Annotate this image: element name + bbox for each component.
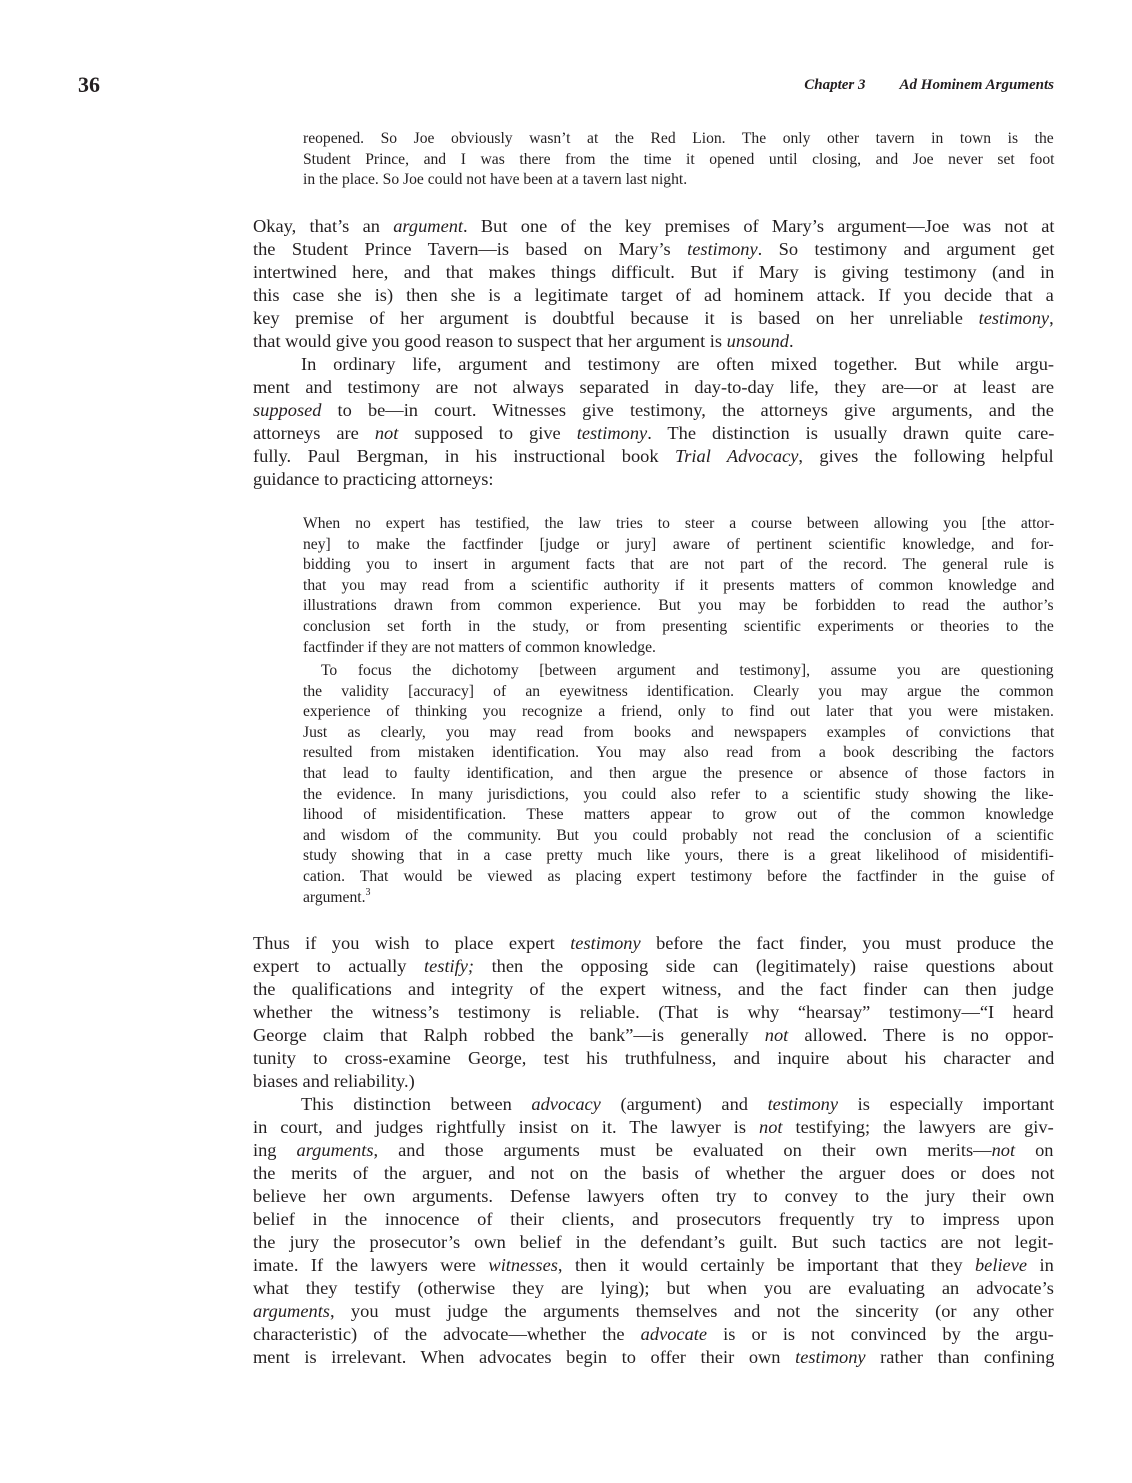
text-run: imate. If the lawyers were [253, 1255, 489, 1275]
text-line [303, 555, 1054, 576]
emphasis: not [374, 423, 399, 443]
text-run: that lead to faulty identification, and then argue the presence or absence of those factors in [303, 764, 1055, 782]
text-run: To focus the dichotomy [between argument and testimony], assume you are questioning [321, 662, 1054, 679]
text-run: believe her own arguments. Defense lawyers often try to convey to the jury their own [253, 1186, 1055, 1206]
emphasis: argument [393, 216, 464, 236]
text-line [303, 596, 1054, 617]
text-line [303, 170, 1054, 191]
chapter-label: Chapter 3 [804, 77, 866, 93]
text-line [253, 353, 1054, 376]
emphasis: witnesses [488, 1255, 558, 1275]
text-line [303, 702, 1054, 723]
block-quote-mary [303, 129, 1054, 191]
emphasis: advocacy [531, 1094, 601, 1114]
emphasis: not [991, 1140, 1016, 1160]
text-run: on [1015, 1140, 1054, 1160]
text-run: before the fact finder, you must produce the [640, 933, 1054, 953]
text-run: . But one of the key premises of Mary’s argument—Joe was not at [463, 216, 1055, 236]
text-run: reopened. So Joe obviously wasn’t at the Red Lion. The only other tavern in town is the [303, 130, 1054, 147]
text-run: is or is not convinced by the argu- [707, 1324, 1054, 1344]
text-line [303, 150, 1054, 171]
text-line [253, 261, 1054, 284]
emphasis: arguments [296, 1140, 374, 1160]
text-run: biases and reliability.) [253, 1071, 415, 1091]
text-line [253, 1277, 1054, 1300]
text-run: this case she is) then she is a legitimate target of ad hominem attack. If you decide that a [253, 285, 1054, 305]
text-run: (argument) and [600, 1094, 768, 1114]
text-line [253, 955, 1054, 978]
block-quote-bergman-1 [303, 514, 1054, 658]
emphasis: arguments [253, 1301, 330, 1321]
text-run: and wisdom of the community. But you could probably not read the conclusion of a scientific [303, 826, 1054, 844]
text-line [253, 284, 1054, 307]
text-run: the Student Prince Tavern—is based on Mary’s [253, 239, 688, 259]
text-run: study showing that in a case pretty much like yours, there is a great likelihood of misidentifi- [303, 847, 1054, 865]
text-run: to be—in court. Witnesses give testimony, the attorneys give arguments, and the [321, 400, 1054, 420]
text-line [253, 1001, 1054, 1024]
text-run: . The distinction is usually drawn quite care- [647, 423, 1055, 443]
text-line [253, 307, 1054, 330]
text-run: Thus if you wish to place expert [253, 933, 571, 953]
chapter-title: Ad Hominem Arguments [899, 77, 1054, 93]
text-run: the merits of the arguer, and not on the basis of whether the arguer does or does not [253, 1163, 1055, 1183]
text-line [303, 617, 1054, 638]
paragraph-distinction [253, 1093, 1054, 1369]
text-line [303, 535, 1054, 556]
text-line [303, 129, 1054, 150]
emphasis: not [764, 1025, 789, 1045]
text-line [303, 514, 1054, 535]
emphasis: testimony [576, 423, 648, 443]
text-run: This distinction between [301, 1094, 532, 1114]
text-run: lihood of misidentification. These matters appear to grow out of the common knowledge [303, 806, 1054, 824]
emphasis: testify; [424, 956, 475, 976]
text-run: ment and testimony are not always separated in day-to-day life, they are—or at least are [253, 377, 1054, 397]
text-line [253, 1139, 1054, 1162]
emphasis: testimony [570, 933, 641, 953]
text-line [253, 1323, 1054, 1346]
text-run: then the opposing side can (legitimately) raise questions about [474, 956, 1054, 976]
text-line [303, 682, 1054, 703]
text-run: fully. Paul Bergman, in his instructional book [253, 446, 676, 466]
text-run: in the place. So Joe could not have been at a tavern last night. [303, 171, 688, 189]
text-run: expert to actually [253, 956, 425, 976]
text-run: , [1049, 308, 1054, 328]
block-quote-bergman-2 [303, 661, 1054, 908]
text-run: . So testimony and argument get [757, 239, 1055, 259]
text-run: attorneys are [253, 423, 375, 443]
emphasis: testimony [795, 1347, 866, 1367]
text-run: Okay, that’s an [253, 216, 394, 236]
emphasis: testimony [767, 1094, 839, 1114]
text-run: guidance to practicing attorneys: [253, 469, 494, 489]
text-run: the jury the prosecutor’s own belief in the defendant’s guilt. But such tactics are not legit- [253, 1232, 1054, 1252]
text-line [253, 399, 1054, 422]
text-run: ney] to make the factfinder [judge or jury] aware of pertinent scientific knowledge, and for- [303, 535, 1054, 553]
text-line [253, 215, 1054, 238]
text-run: George claim that Ralph robbed the bank”—is generally [253, 1025, 765, 1045]
running-head [804, 77, 1054, 94]
text-line [253, 445, 1054, 468]
text-line [253, 1208, 1054, 1231]
text-run: , you must judge the arguments themselves and not the sincerity (or any other [329, 1301, 1054, 1321]
text-run: in [1027, 1255, 1054, 1275]
text-line [253, 1162, 1054, 1185]
emphasis: advocate [640, 1324, 708, 1344]
text-run: resulted from mistaken identification. You may also read from a book describing the factors [303, 744, 1055, 762]
text-run: the validity [accuracy] of an eyewitness identification. Clearly you may argue the common [303, 682, 1054, 700]
text-line [253, 1185, 1054, 1208]
text-run: Student Prince, and I was there from the time it opened until closing, and Joe never set foot [303, 150, 1055, 168]
paragraph-ordinary-life [253, 353, 1054, 491]
text-run: intertwined here, and that makes things difficult. But if Mary is giving testimony (and in [253, 262, 1055, 282]
text-run: bidding you to insert in argument facts that are not part of the record. The general rule is [303, 556, 1055, 574]
text-line [303, 867, 1054, 888]
text-line [303, 846, 1054, 867]
text-run: whether the witness’s testimony is reliable. (That is why “hearsay” testimony—“I heard [253, 1002, 1054, 1022]
text-run: the evidence. In many jurisdictions, you could also refer to a scientific study showing the like- [303, 785, 1054, 803]
text-run: cation. That would be viewed as placing expert testimony before the factfinder in the guise of [303, 867, 1055, 885]
text-run: tunity to cross-examine George, test his truthfulness, and inquire about his character and [253, 1048, 1055, 1068]
text-line [303, 826, 1054, 847]
text-run: in court, and judges rightfully insist on it. The lawyer is [253, 1117, 760, 1137]
text-line [303, 723, 1054, 744]
text-run: , gives the following helpful [798, 446, 1054, 466]
text-line [253, 978, 1054, 1001]
text-run: characteristic) of the advocate—whether the [253, 1324, 641, 1344]
text-line [253, 1070, 1054, 1093]
text-run: , and those arguments must be evaluated on their own merits— [373, 1140, 992, 1160]
text-run: what they testify (otherwise they are lying); but when you are evaluating an advocate’s [253, 1278, 1054, 1298]
text-line [253, 238, 1054, 261]
emphasis: believe [974, 1255, 1028, 1275]
text-line [253, 1024, 1054, 1047]
text-run: rather than confining [865, 1347, 1055, 1367]
text-line [303, 805, 1054, 826]
text-line [253, 1231, 1054, 1254]
text-run: In ordinary life, argument and testimony are often mixed together. But while argu- [301, 354, 1055, 374]
text-run: Just as clearly, you may read from books and newspapers examples of convictions that [303, 723, 1055, 741]
text-line [253, 422, 1054, 445]
text-line [253, 1116, 1054, 1139]
text-run: supposed to give [398, 423, 577, 443]
text-run: that you may read from a scientific authority if it presents matters of common knowledge and [303, 576, 1055, 594]
text-run: argument. [303, 888, 366, 906]
text-line [253, 330, 1054, 353]
text-line [253, 1093, 1054, 1116]
text-line [253, 1300, 1054, 1323]
text-run: that would give you good reason to suspect that her argument is [253, 331, 727, 351]
text-run: is especially important [838, 1094, 1055, 1114]
emphasis: testimony [687, 239, 758, 259]
text-line [303, 576, 1054, 597]
text-run: , then it would certainly be important that they [557, 1255, 975, 1275]
text-line [253, 932, 1054, 955]
text-line [253, 468, 1054, 491]
page-number: 36 [78, 72, 100, 97]
paragraph-thus [253, 932, 1054, 1093]
text-line [303, 888, 1054, 909]
footnote-marker: 3 [365, 886, 371, 898]
text-line [303, 743, 1054, 764]
emphasis: supposed [253, 400, 322, 420]
emphasis: Trial Advocacy [675, 446, 799, 466]
text-line [303, 764, 1054, 785]
text-run: the qualifications and integrity of the expert witness, and the fact finder can then judge [253, 979, 1054, 999]
emphasis: testimony [978, 308, 1050, 328]
emphasis: not [759, 1117, 783, 1137]
text-line [253, 1346, 1054, 1369]
text-run: allowed. There is no oppor- [788, 1025, 1054, 1045]
text-run: ing [253, 1140, 297, 1160]
text-run: When no expert has testified, the law tries to steer a course between allowing you [the attor- [303, 515, 1055, 532]
text-line [253, 1047, 1054, 1070]
text-run: factfinder if they are not matters of common knowledge. [303, 638, 656, 656]
text-run: key premise of her argument is doubtful because it is based on her unreliable [253, 308, 979, 328]
text-run: testifying; the lawyers are giv- [782, 1117, 1054, 1137]
text-run: experience of thinking you recognize a friend, only to find out later that you were mistaken. [303, 703, 1054, 721]
text-line [253, 1254, 1054, 1277]
text-line [303, 638, 1054, 659]
paragraph-okay [253, 215, 1054, 353]
text-run: . [788, 331, 794, 351]
text-line [303, 661, 1054, 682]
text-run: belief in the innocence of their clients, and prosecutors frequently try to impress upon [253, 1209, 1055, 1229]
text-run: conclusion set forth in the study, or from presenting scientific experiments or theories to the [303, 617, 1054, 635]
text-run: ment is irrelevant. When advocates begin to offer their own [253, 1347, 796, 1367]
text-run: illustrations drawn from common experience. But you may be forbidden to read the author’s [303, 597, 1054, 615]
text-line [253, 376, 1054, 399]
text-line [303, 785, 1054, 806]
emphasis: unsound [726, 331, 789, 351]
